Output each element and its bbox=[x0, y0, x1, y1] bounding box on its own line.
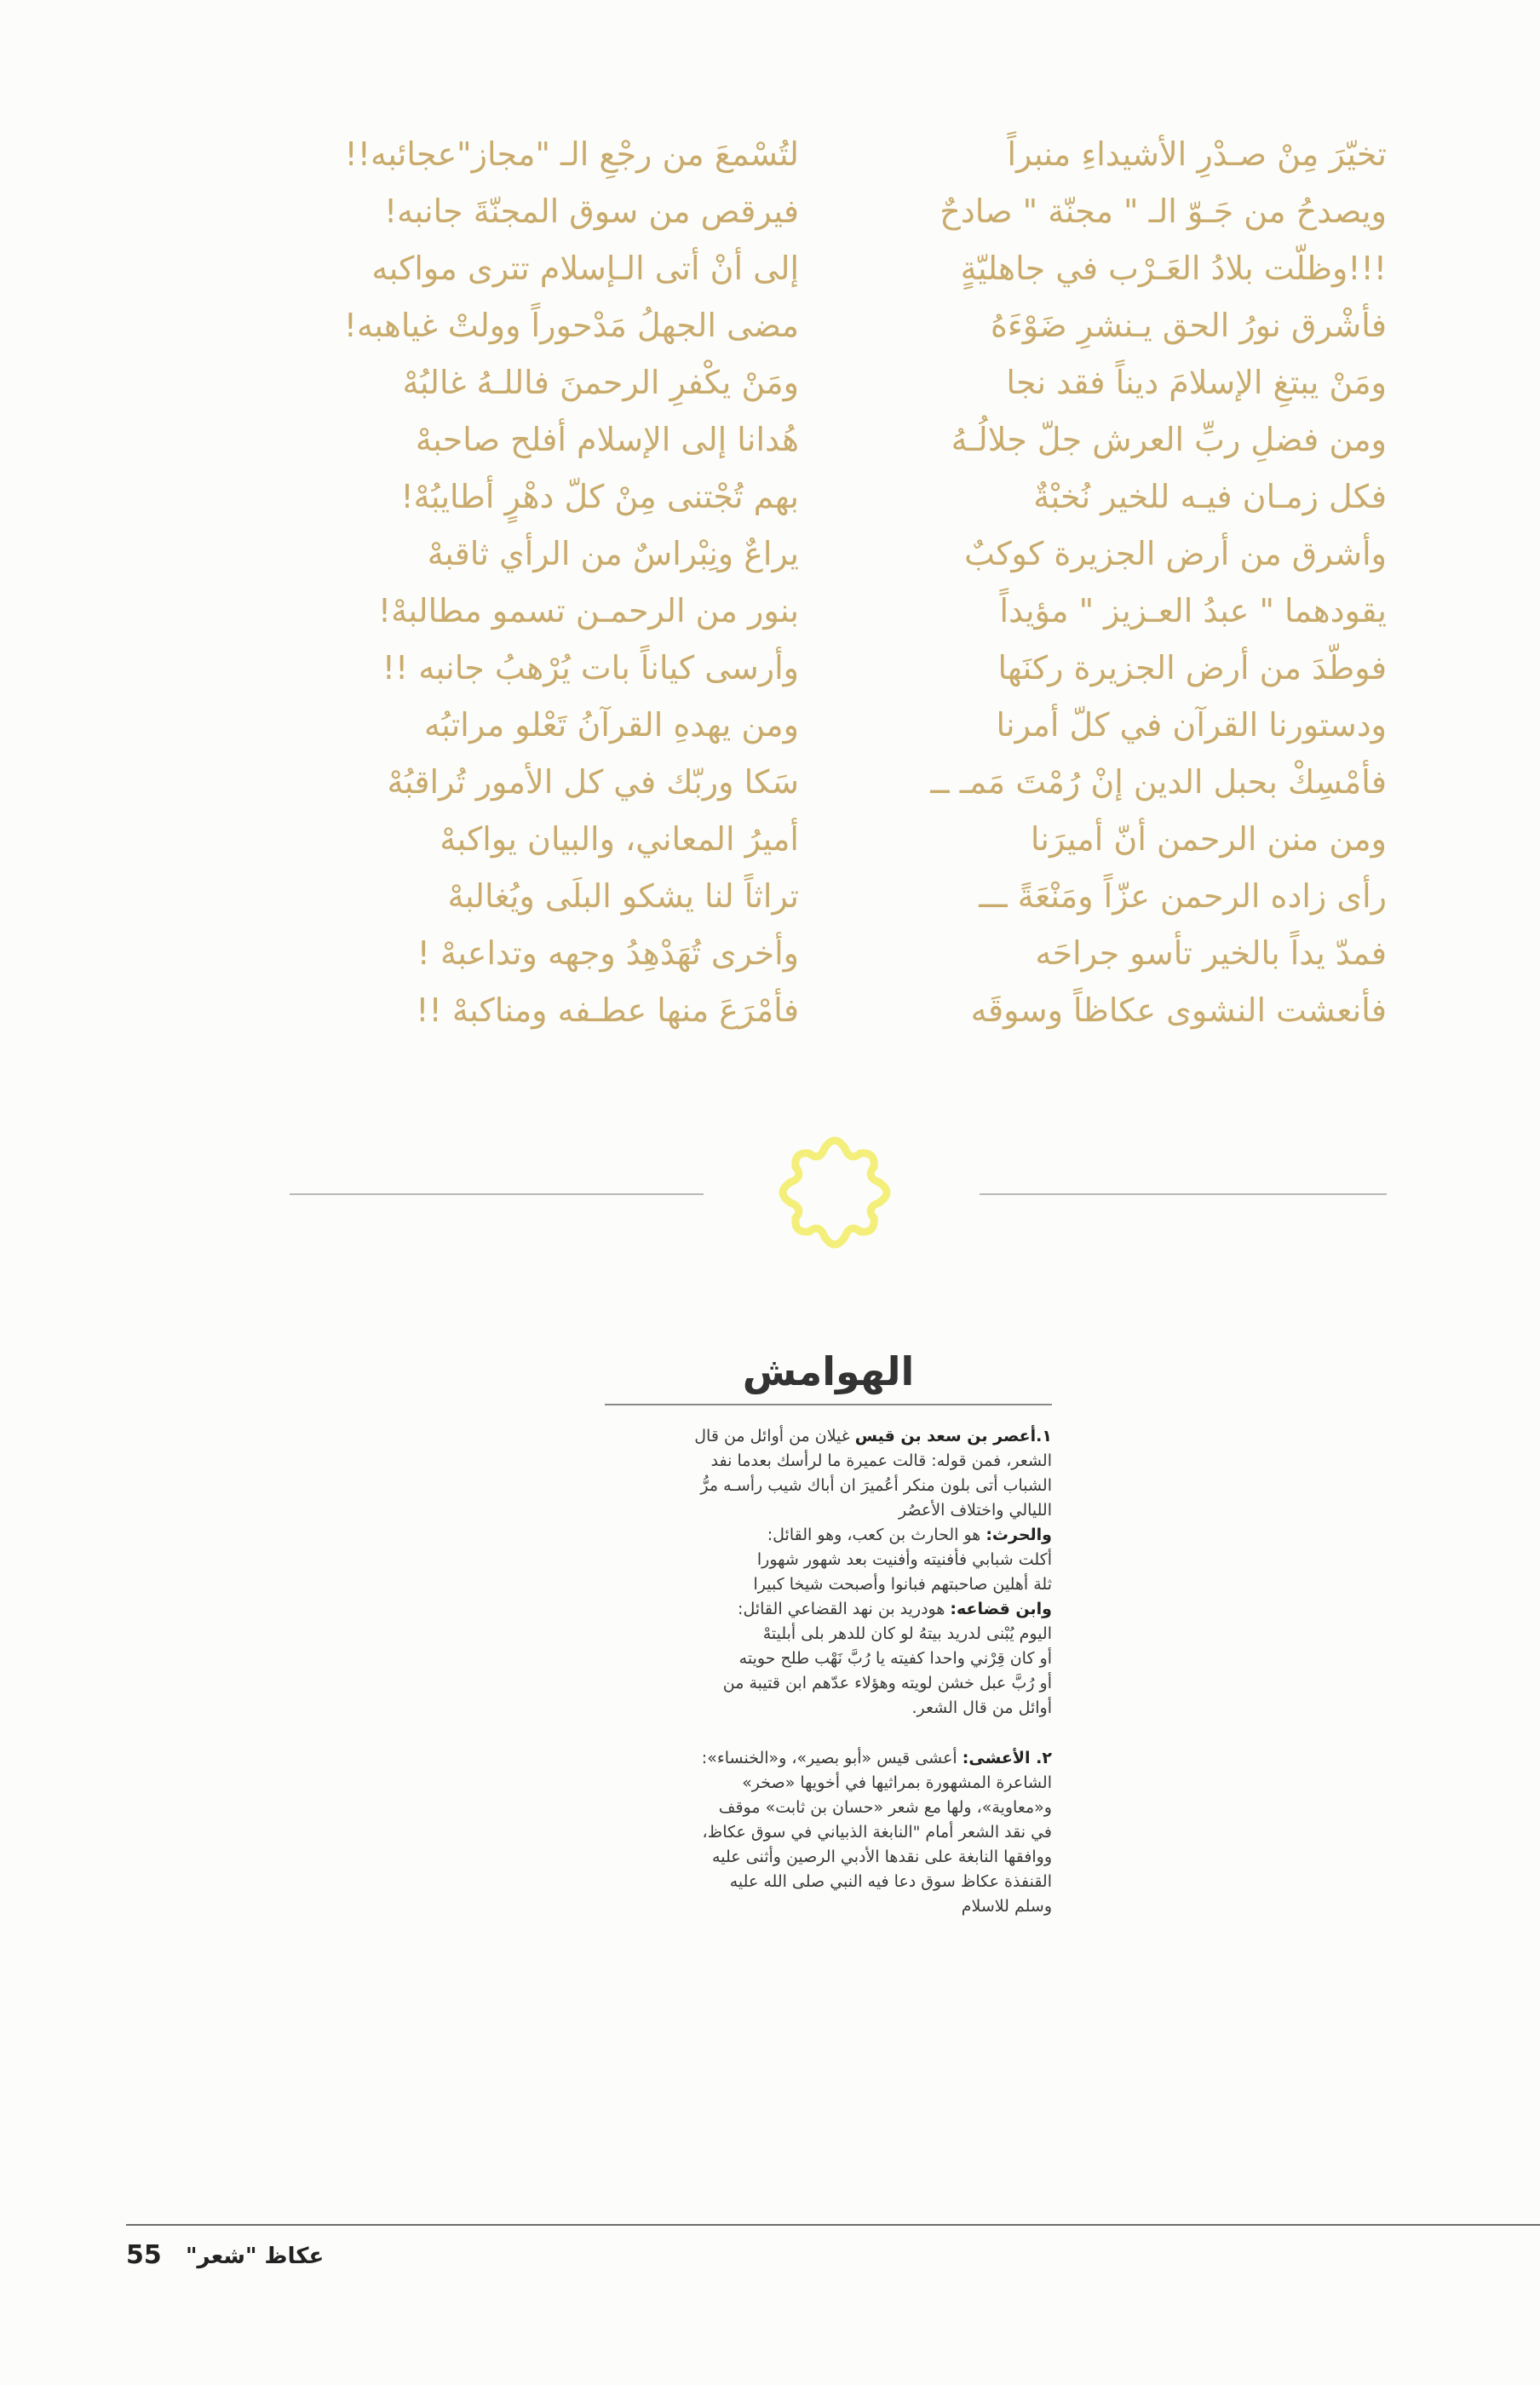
poem-line: فكل زمـان فيـه للخير نُخبْةٌ bbox=[1033, 478, 1387, 515]
footnote-text: ووافقها النابغة على نقدها الأدبي الرصين وأثنى عليه bbox=[712, 1848, 1052, 1866]
poem-line: ودستورنا القرآن في كلّ أمرنا bbox=[996, 706, 1387, 744]
footnote-line bbox=[605, 1870, 1052, 1894]
poem-line: !!!وظلّت بلادُ العَـرْب في جاهليّةٍ bbox=[960, 250, 1387, 287]
footnote-text: الشباب أتى بلون منكر أعُميرَ ان أباك شيب رأسـه مرُّ bbox=[700, 1476, 1052, 1495]
poem-line: إلى أنْ أتى الـإسلام تترى مواكبه bbox=[371, 250, 799, 287]
footnote-line bbox=[605, 1498, 1052, 1523]
poem-line: تخيّرَ مِنْ صـدْرِ الأشيداءِ منبراً bbox=[1007, 135, 1387, 173]
footnote-line bbox=[605, 1523, 1052, 1548]
footnote-line bbox=[605, 1845, 1052, 1870]
footnote-text: ثلة أهلين صاحبتهم فبانوا وأصبحت شيخا كبيرا bbox=[753, 1575, 1052, 1594]
footnote-line bbox=[605, 1820, 1052, 1845]
poem-line: فيرقص من سوق المجنّةَ جانبه! bbox=[383, 193, 799, 230]
poem-line: وأرسى كياناً بات يُرْهبُ جانبه !! bbox=[382, 649, 799, 687]
footnote-line bbox=[605, 1671, 1052, 1696]
section-divider-left bbox=[290, 1193, 704, 1195]
footnote-line bbox=[605, 1696, 1052, 1721]
page-number: 55 bbox=[126, 2240, 162, 2270]
footnote-text: أوائل من قال الشعر. bbox=[911, 1698, 1052, 1717]
footnote-text: القنفذة عكاظ سوق دعا فيه النبي صلى الله عليه bbox=[729, 1872, 1052, 1891]
magazine-name: عكاظ "شعر" bbox=[186, 2244, 325, 2269]
poem-line: وأشرق من أرض الجزيرة كوكبٌ bbox=[964, 535, 1387, 572]
footnotes-title: الهوامش bbox=[605, 1346, 1052, 1405]
poem-line: فأنعشت النشوى عكاظاً وسوقَه bbox=[970, 991, 1387, 1029]
footnote-line bbox=[605, 1572, 1052, 1597]
footnote-line bbox=[605, 1771, 1052, 1796]
poem-line: ومن منن الرحمن أنّ أميرَنا bbox=[1030, 820, 1387, 858]
poem-line: سَكا وربّك في كل الأمور تُراقبُهْ bbox=[387, 763, 799, 801]
poem-line: فأمْسِكْ بحبل الدين إنْ رُمْتَ مَمـ ــ bbox=[930, 763, 1387, 801]
poem-line: ومَنْ يبتغِ الإسلامَ ديناً فقد نجا bbox=[1006, 364, 1387, 401]
poem-line: يقودهما " عبدُ العـزيز " مؤيداً bbox=[999, 592, 1387, 629]
poem-line: مضى الجهلُ مَدْحوراً وولتْ غياهبه! bbox=[343, 307, 799, 344]
footnote-2 bbox=[605, 1746, 1052, 1919]
footnote-term: ٢. الأعشى: bbox=[962, 1749, 1052, 1767]
footnote-line bbox=[605, 1424, 1052, 1449]
footnote-line bbox=[605, 1548, 1052, 1572]
poem-line: هُدانا إلى الإسلام أفلح صاحبهْ bbox=[415, 421, 799, 458]
footnote-text: الشاعرة المشهورة بمراثيها في أخويها «صخر» bbox=[742, 1773, 1052, 1792]
floral-ornament-icon bbox=[771, 1129, 899, 1256]
footnote-line bbox=[605, 1622, 1052, 1647]
footnote-term: ١.أعصر بن سعد بن قيس bbox=[854, 1427, 1052, 1445]
footer-rule bbox=[126, 2224, 1540, 2226]
poem-left-column bbox=[296, 126, 799, 1039]
footnote-text: أو رُبَّ عبل خشن لويته وهؤلاء عدّهم ابن قتيبة من bbox=[722, 1674, 1052, 1692]
section-divider-right bbox=[980, 1193, 1387, 1195]
poem-line: بهم تُجْتنى مِنْ كلّ دهْرٍ أطايبُهْ! bbox=[400, 478, 799, 515]
footnote-text: هو الحارث بن كعب، وهو القائل: bbox=[767, 1526, 986, 1544]
footnotes-section bbox=[605, 1346, 1052, 1919]
footnote-text: الليالي واختلاف الأعصُر bbox=[899, 1501, 1052, 1520]
footnote-line bbox=[605, 1474, 1052, 1498]
poem-line: بنور من الرحمـن تسمو مطالبهْ! bbox=[377, 592, 799, 629]
poem-line: ومَنْ يكْفرِ الرحمنَ فاللـهُ غالبُهْ bbox=[402, 364, 799, 401]
poem-line: فوطّدَ من أرض الجزيرة ركنَها bbox=[997, 649, 1387, 687]
poem-line: يراعٌ ونِبْراسٌ من الرأي ثاقبهْ bbox=[427, 535, 799, 572]
footnote-text: الشعر، فمن قوله: قالت عميرة ما لرأسك بعدما نفد bbox=[710, 1451, 1052, 1470]
poem-line: لتُسْمعَ من رجْعِ الـ "مجاز"عجائبه!! bbox=[344, 135, 799, 173]
footnote-line bbox=[605, 1597, 1052, 1622]
footnote-term: والحرث: bbox=[985, 1526, 1052, 1544]
footnote-line bbox=[605, 1449, 1052, 1474]
poem-line: أميرُ المعاني، والبيان يواكبهْ bbox=[440, 820, 799, 858]
footnote-term: وابن قضاعه: bbox=[950, 1600, 1052, 1618]
footnote-text: أو كان قِرْني واحدا كفيته يا رُبَّ نَهْب طلح حويته bbox=[738, 1649, 1052, 1668]
poem-line: رأى زاده الرحمن عزّاً ومَنْعَةً ـــ bbox=[979, 877, 1387, 915]
poem-right-column bbox=[876, 126, 1387, 1039]
footnote-text: غيلان من أوائل من قال bbox=[694, 1427, 855, 1445]
poem-line: ويصدحُ من جَـوّ الـ " مجنّة " صادحٌ bbox=[940, 193, 1387, 230]
footnote-line bbox=[605, 1894, 1052, 1919]
footnote-text: أكلت شبابي فأفنيته وأفنيت بعد شهور شهورا bbox=[756, 1550, 1052, 1569]
footnote-text: أعشى قيس «أبو بصير»، و«الخنساء»: bbox=[701, 1749, 962, 1767]
poem-line: فأمْرَعَ منها عطـفه ومناكبهْ !! bbox=[416, 991, 799, 1029]
poem-line: تراثاً لنا يشكو البلَى ويُغالبهْ bbox=[447, 877, 799, 915]
poem-line: ومن فضلِ ربِّ العرش جلّ جلالُـهُ bbox=[951, 421, 1387, 458]
footnote-text: اليوم يُبْنى لدريد بيتهُ لو كان للدهر بلى أبليتهْ bbox=[762, 1624, 1052, 1643]
footnote-1 bbox=[605, 1424, 1052, 1721]
footnote-line bbox=[605, 1796, 1052, 1820]
poem-line: وأخرى تُهَدْهِدُ وجهه وتداعبهْ ! bbox=[417, 934, 799, 972]
footnote-text: و«معاوية»، ولها مع شعر «حسان بن ثابت» موقف bbox=[718, 1798, 1052, 1817]
footnote-text: وسلم للاسلام bbox=[961, 1897, 1052, 1916]
footnote-text: هودريد بن نهد القضاعي القائل: bbox=[738, 1600, 951, 1618]
poem-line: فأشْرق نورُ الحق يـنشرِ ضَوْءَهُ bbox=[991, 307, 1387, 344]
poem-line: ومن يهدهِ القرآنُ تَعْلو مراتبُه bbox=[423, 706, 799, 744]
footnote-line bbox=[605, 1647, 1052, 1671]
footnote-line bbox=[605, 1746, 1052, 1771]
poem-line: فمدّ يداً بالخير تأسو جراحَه bbox=[1035, 934, 1387, 972]
footnote-text: في نقد الشعر أمام "النابغة الذبياني في سوق عكاظ، bbox=[702, 1823, 1052, 1842]
